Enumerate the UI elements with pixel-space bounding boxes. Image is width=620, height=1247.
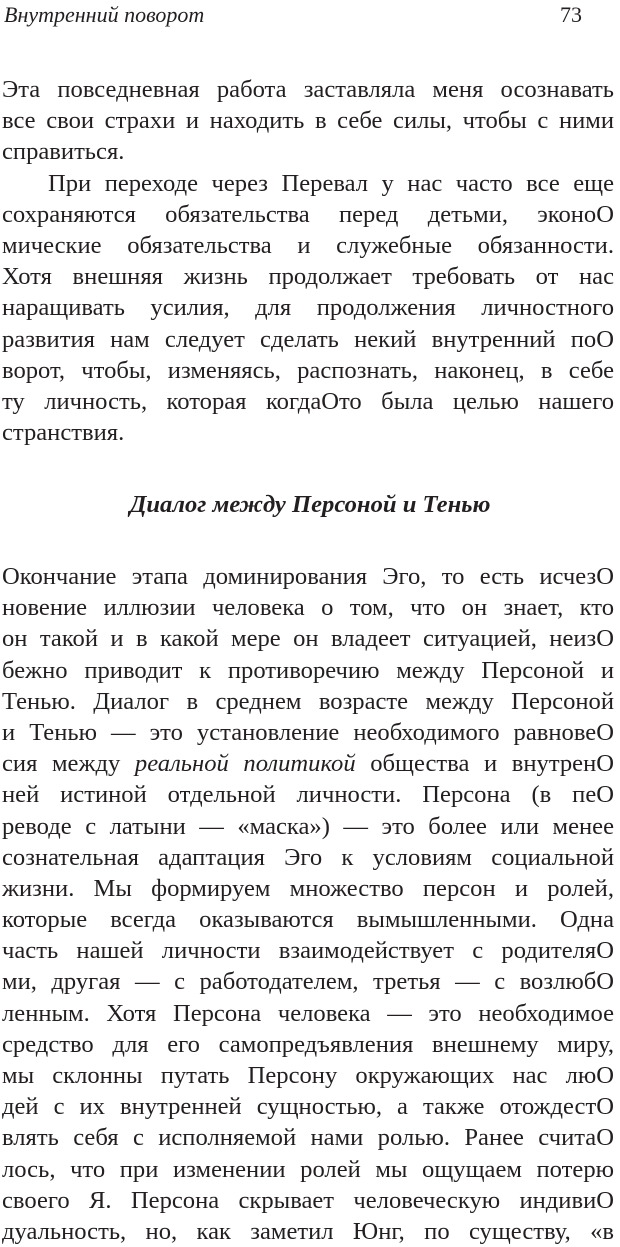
text-line: развития нам следует сделать некий внутренний поО — [2, 325, 614, 353]
section-heading: Диалог между Персоной и Тенью — [129, 491, 491, 518]
text-line: бежно приводит к противоречию между Персоной и — [2, 656, 614, 684]
text-line: дуальность, но, как заметил Юнг, по существу, «в — [2, 1217, 614, 1245]
text-line: наращивать усилия, для продолжения личностного — [2, 294, 614, 322]
text-line: и Тенью — это установление необходимого равновеО — [2, 718, 614, 746]
text-line: реводе с латыни — «маска») — это более или менее — [2, 812, 614, 840]
text-line: своего Я. Персона скрывает человеческую индивиО — [2, 1186, 614, 1214]
text-line: Тенью. Диалог в среднем возрасте между Персоной — [2, 687, 614, 715]
text-line: средство для его самопредъявления внешнему миру, — [2, 1030, 614, 1058]
running-header-title: Внутренний поворот — [4, 2, 205, 27]
text-line: дей с их внутренней сущностью, а также отождестО — [2, 1093, 614, 1121]
text-line: мические обязательства и служебные обязанности. — [2, 231, 614, 259]
text-line: ту личность, которая когдаОто была целью нашего — [2, 387, 614, 415]
text-line: сознательная адаптация Эго к условиям социальной — [2, 843, 614, 871]
text-line: Окончание этапа доминирования Эго, то есть исчезО — [2, 563, 614, 590]
paragraph-block-persona-shadow — [2, 561, 614, 1247]
text-segment: сия между — [2, 750, 135, 778]
text-line: сохраняются обязательства перед детьми, эконоО — [2, 200, 614, 228]
text-line — [2, 748, 614, 779]
text-line: которые всегда оказываются вымышленными. Одна — [2, 906, 614, 934]
text-line: новение иллюзии человека о том, что он знает, кто — [2, 594, 614, 622]
italic-term: реальной политикой — [134, 750, 356, 778]
text-line: ворот, чтобы, изменяясь, распознать, наконец, в себе — [2, 356, 614, 384]
text-line: При переходе через Перевал у нас часто все еще — [48, 169, 614, 197]
text-line: ленным. Хотя Персона человека — это необходимое — [2, 999, 614, 1027]
page-number: 73 — [560, 2, 582, 27]
text-line: все свои страхи и находить в себе силы, чтобы с ними — [2, 107, 614, 135]
text-line: лось, что при изменении ролей мы ощущаем потерю — [2, 1155, 614, 1183]
text-line: ми, другая — с работодателем, третья — с возлюбО — [2, 968, 614, 996]
text-line: жизни. Мы формируем множество персон и ролей, — [2, 874, 614, 902]
text-line: он такой и в какой мере он владеет ситуацией, неизО — [2, 625, 614, 653]
text-line: справиться. — [2, 138, 125, 166]
paragraph-block-intro — [2, 74, 614, 448]
text-line: ней истиной отдельной личности. Персона (в пеО — [2, 781, 614, 809]
text-segment: общества и внутренО — [355, 750, 614, 778]
text-line: странствия. — [2, 419, 125, 447]
text-line: часть нашей личности взаимодействует с родителяО — [2, 937, 614, 965]
text-line: мы склонны путать Персону окружающих нас люО — [2, 1062, 614, 1089]
text-line: влять себя с исполняемой нами ролью. Ранее считаО — [2, 1124, 614, 1152]
text-line: Эта повседневная работа заставляла меня осознавать — [2, 76, 614, 103]
text-line: Хотя внешняя жизнь продолжает требовать от нас — [2, 263, 614, 291]
